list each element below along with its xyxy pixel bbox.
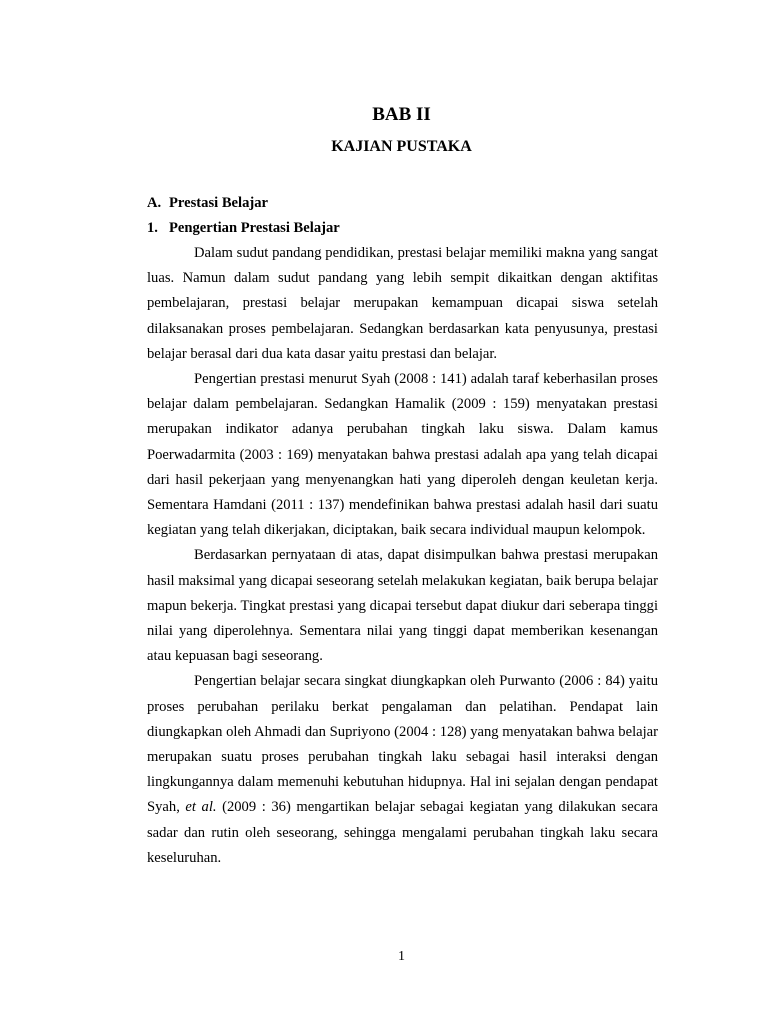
paragraph: Dalam sudut pandang pendidikan, prestasi belajar memiliki makna yang sangat luas. Namun dalam sudut pandang yang lebih sempit dikaitkan dengan aktifitas pembelajaran, prestasi belajar merupakan kemampuan dicapai siswa setelah dilaksanakan proses pembelajaran. Sedangkan berdasarkan kata penyusunya, prestasi belajar berasal dari dua kata dasar yaitu prestasi dan belajar. — [147, 245, 658, 362]
italic-citation: et al. — [185, 799, 217, 816]
paragraph — [147, 669, 658, 871]
paragraph: Berdasarkan pernyataan di atas, dapat disimpulkan bahwa prestasi merupakan hasil maksimal yang dicapai seseorang setelah melakukan kegiatan, baik berupa belajar mapun bekerja. Tingkat prestasi yang dicapai tersebut dapat diukur dari seberapa tinggi nilai yang diperolehnya. Sementara nilai yang tinggi dapat memberikan kesenangan atau kepuasan bagi seseorang. — [147, 547, 658, 665]
subsection-marker: 1. — [147, 220, 158, 236]
subsection-label: Pengertian Prestasi Belajar — [169, 220, 340, 236]
section-marker: A. — [147, 195, 162, 211]
section-heading — [147, 194, 268, 212]
paragraph-text-start: Pengertian belajar secara singkat diungkapkan oleh Purwanto (2006 : 84) yaitu proses perubahan perilaku berkat pengalaman dan pelatihan. Pendapat lain diungkapkan oleh Ahmadi dan Supriyono (2004 : 128) yang menyatakan bahwa belajar merupakan suatu proses perubahan tingkah laku sebagai hasil interaksi dengan lingkungannya dalam memenuhi kebutuhan hidupnya. Hal ini sejalan dengan pendapat Syah, — [147, 673, 658, 816]
chapter-heading: BAB II — [372, 104, 431, 125]
chapter-title: KAJIAN PUSTAKA — [331, 138, 472, 155]
paragraph-text-end: (2009 : 36) mengartikan belajar sebagai kegiatan yang dilakukan secara sadar dan rutin oleh seseorang, sehingga mengalami perubahan tingkah laku secara keseluruhan. — [147, 799, 658, 866]
paragraph: Pengertian prestasi menurut Syah (2008 : 141) adalah taraf keberhasilan proses belajar dalam pembelajaran. Sedangkan Hamalik (2009 : 159) menyatakan prestasi merupakan indikator adanya perubahan tingkah laku siswa. Dalam kamus Poerwadarmita (2003 : 169) menyatakan bahwa prestasi adalah apa yang telah dicapai dari hasil pekerjaan yang menyenangkan hati yang diperoleh dengan keuletan kerja. Sementara Hamdani (2011 : 137) mendefinikan bahwa prestasi adalah hasil dari suatu kegiatan yang telah dikerjakan, diciptakan, baik secara individual maupun kelompok. — [147, 371, 658, 539]
subsection-heading — [147, 219, 340, 237]
section-label: Prestasi Belajar — [169, 195, 269, 211]
body-text — [147, 241, 658, 871]
page-number: 1 — [398, 949, 405, 964]
